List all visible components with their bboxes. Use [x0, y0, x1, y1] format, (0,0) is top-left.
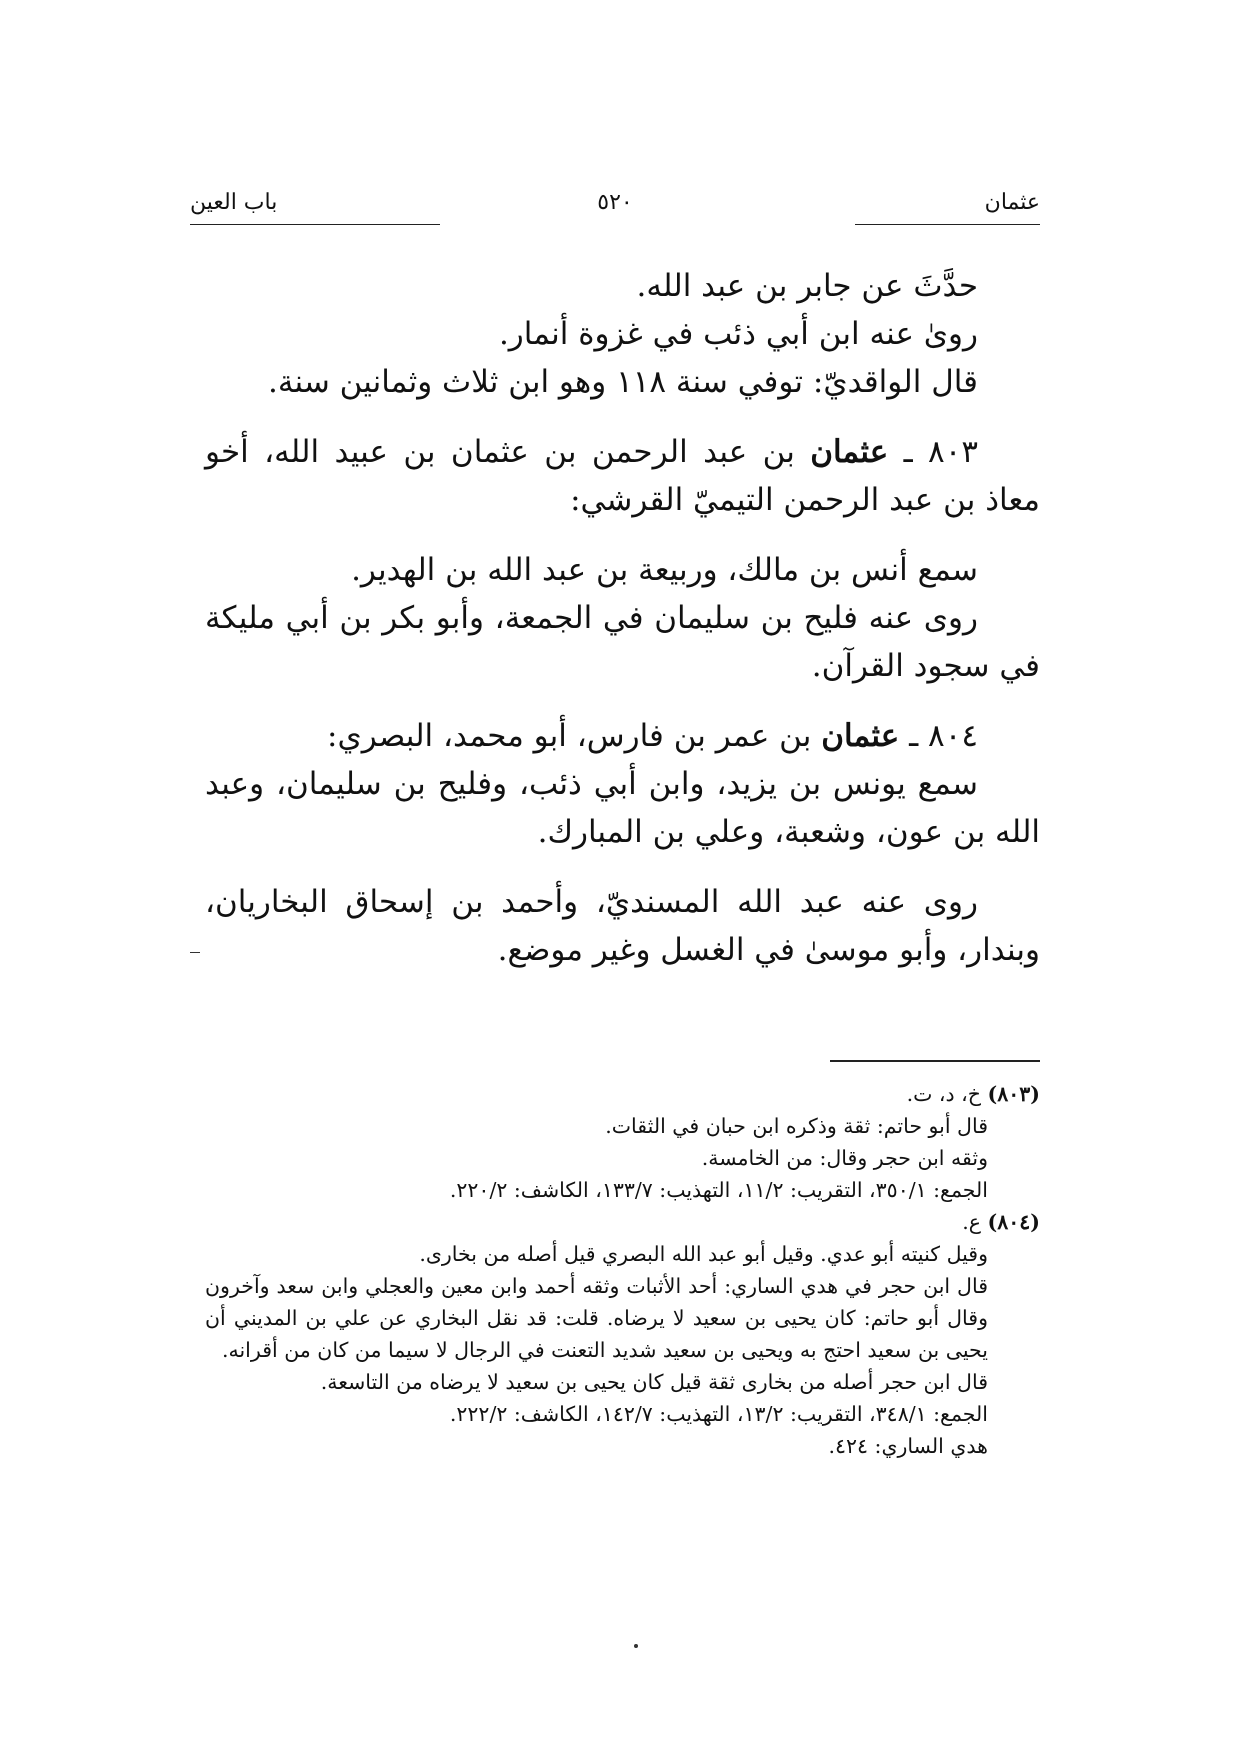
entry-803-students: روى عنه فليح بن سليمان في الجمعة، وأبو بكر بن أبي مليكة في سجود القرآن. — [205, 600, 1040, 684]
page-number: ٥٢٠ — [597, 190, 633, 215]
footnote-line: الجمع: ٣٥٠/١، التقريب: ١١/٢، التهذيب: ١٣٣/٧، الكاشف: ٢٢٠/٢. — [449, 1178, 988, 1202]
header-rule-left — [190, 224, 440, 225]
footnote-paragraph: قال ابن حجر في هدي الساري: أحد الأثبات وثقه أحمد وابن معين والعجلي وابن سعد وآخرون وقال أبو حاتم: كان يحيى بن سعيد لا يرضاه. قلت: قد نقل البخاري عن علي بن المديني أن يحيى بن سعيد احتج به ويحيى بن سعيد شديد التعنت في الرجال لا سيما من كان من أقرانه. — [205, 1274, 988, 1362]
footnotes — [205, 1078, 1040, 1462]
footnote-line: قال ابن حجر أصله من بخارى ثقة قيل كان يحيى بن سعيد لا يرضاه من التاسعة. — [320, 1370, 988, 1394]
main-text — [205, 262, 1040, 974]
header-section-name: عثمان — [984, 190, 1040, 215]
footnote-line: قال أبو حاتم: ثقة وذكره ابن حبان في الثقات. — [605, 1114, 988, 1138]
entry-lineage: بن عمر بن فارس، أبو محمد، البصري: — [327, 718, 812, 754]
footnote-line: وثقه ابن حجر وقال: من الخامسة. — [701, 1146, 988, 1170]
entry-number: ٨٠٤ ـ — [909, 718, 978, 754]
footnote-mark: (٨٠٣) — [987, 1082, 1040, 1106]
footnote-line: هدي الساري: ٤٢٤. — [828, 1434, 988, 1458]
footnote-separator — [830, 1060, 1040, 1062]
text-line: حدَّثَ عن جابر بن عبد الله. — [636, 268, 978, 304]
footnote-line: وقيل كنيته أبو عدي. وقيل أبو عبد الله البصري قيل أصله من بخارى. — [419, 1242, 988, 1266]
entry-lineage: بن عبد الرحمن بن عثمان بن عبيد الله، أخو معاذ بن عبد الرحمن التيميّ القرشي: — [205, 434, 1040, 518]
entry-803-heading — [205, 428, 1040, 524]
entry-804-teachers: سمع يونس بن يزيد، وابن أبي ذئب، وفليح بن سليمان، وعبد الله بن عون، وشعبة، وعلي بن المبارك. — [205, 766, 1040, 850]
entry-name: عثمان — [821, 718, 900, 754]
entry-804-heading — [205, 712, 1040, 760]
text-line: روىٰ عنه ابن أبي ذئب في غزوة أنمار. — [498, 316, 978, 352]
footnote-mark: (٨٠٤) — [987, 1210, 1040, 1234]
footnote-803-head — [205, 1078, 1040, 1110]
entry-803-teachers: سمع أنس بن مالك، وربيعة بن عبد الله بن الهدير. — [351, 552, 978, 588]
footnote-804-head — [205, 1206, 1040, 1238]
margin-mark — [190, 952, 200, 953]
entry-804-students: روى عنه عبد الله المسنديّ، وأحمد بن إسحاق البخاريان، وبندار، وأبو موسىٰ في الغسل وغير موضع. — [205, 884, 1040, 968]
entry-name: عثمان — [810, 434, 889, 470]
text-line: قال الواقديّ: توفي سنة ١١٨ وهو ابن ثلاث وثمانين سنة. — [268, 364, 978, 400]
header-chapter-title: باب العين — [190, 190, 278, 215]
header-rule-right — [855, 224, 1040, 225]
entry-number: ٨٠٣ ـ — [903, 434, 978, 470]
running-header — [190, 190, 1040, 230]
footnote-sigla: خ، د، ت. — [906, 1082, 982, 1106]
footnote-line: الجمع: ٣٤٨/١، التقريب: ١٣/٢، التهذيب: ١٤٢/٧، الكاشف: ٢٢٢/٢. — [449, 1402, 988, 1426]
stray-dot — [634, 1644, 638, 1648]
footnote-sigla: ع. — [962, 1210, 982, 1234]
